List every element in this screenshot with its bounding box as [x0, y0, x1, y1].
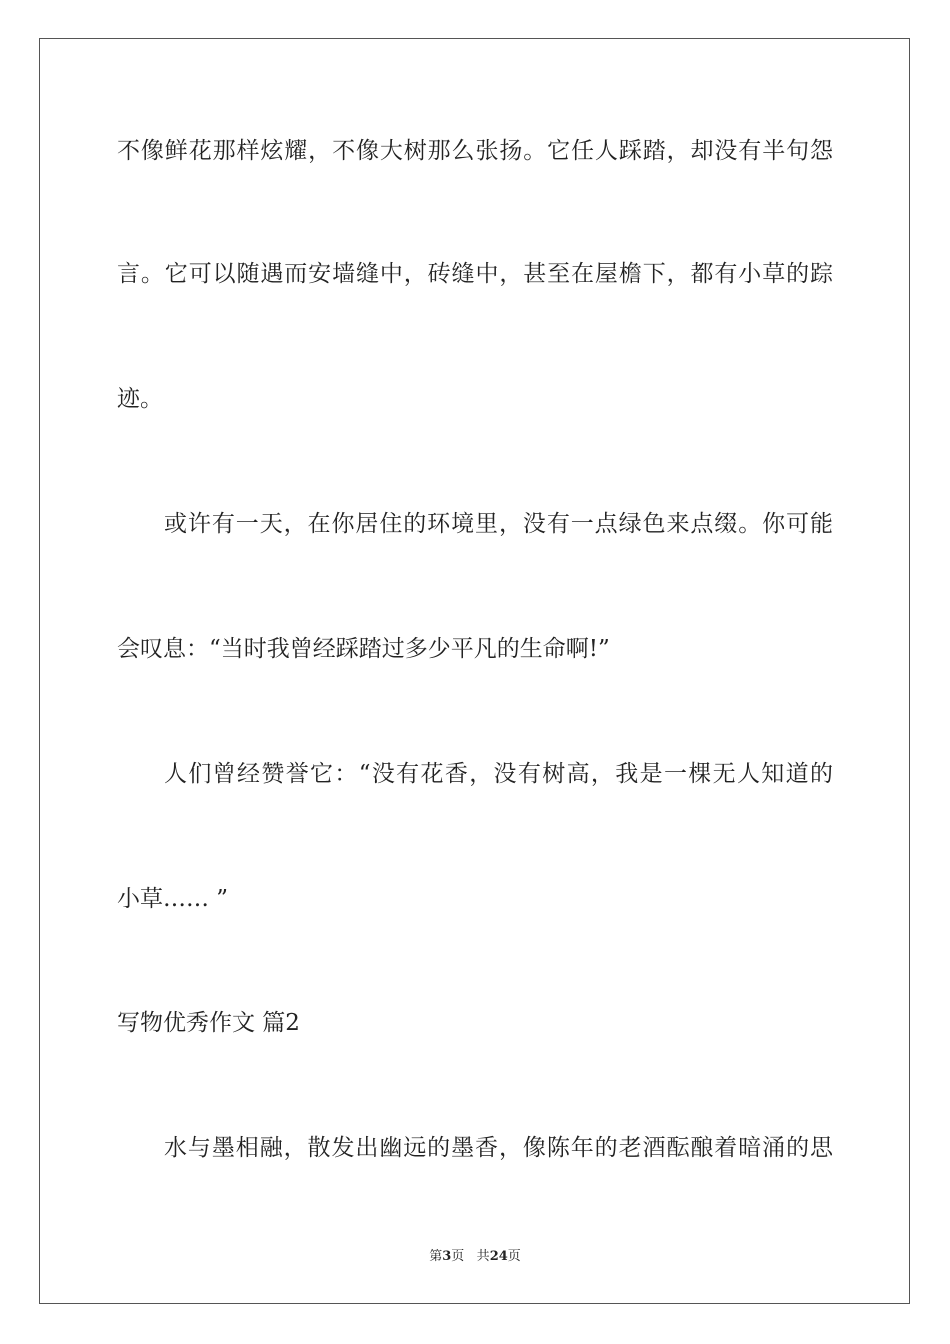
page-footer	[0, 1248, 950, 1266]
body-line-8: 水与墨相融，散发出幽远的墨香，像陈年的老酒酝酿着暗涌的思	[164, 1135, 833, 1161]
body-line-7: 小草…… ”	[117, 886, 229, 912]
body-line-5: 会叹息：“当时我曾经踩踏过多少平凡的生命啊!”	[117, 636, 610, 662]
footer-total-suffix: 页	[507, 1249, 521, 1264]
body-line-1: 不像鲜花那样炫耀，不像大树那么张扬。它任人踩踏，却没有半句怨	[117, 138, 833, 164]
footer-total-pages: 24	[489, 1249, 508, 1264]
section-heading: 写物优秀作文 篇2	[117, 1010, 300, 1036]
body-line-4: 或许有一天，在你居住的环境里，没有一点绿色来点缀。你可能	[164, 511, 833, 537]
body-line-6: 人们曾经赞誉它：“没有花香，没有树高，我是一棵无人知道的	[164, 761, 833, 787]
body-line-3: 迹。	[117, 386, 163, 412]
body-line-2: 言。它可以随遇而安墙缝中，砖缝中，甚至在屋檐下，都有小草的踪	[117, 261, 833, 287]
page-border	[39, 38, 910, 1304]
footer-page-suffix: 页	[451, 1249, 465, 1264]
footer-page-number: 3	[442, 1249, 452, 1264]
footer-page-prefix: 第	[429, 1249, 443, 1264]
footer-total-prefix: 共	[476, 1249, 490, 1264]
